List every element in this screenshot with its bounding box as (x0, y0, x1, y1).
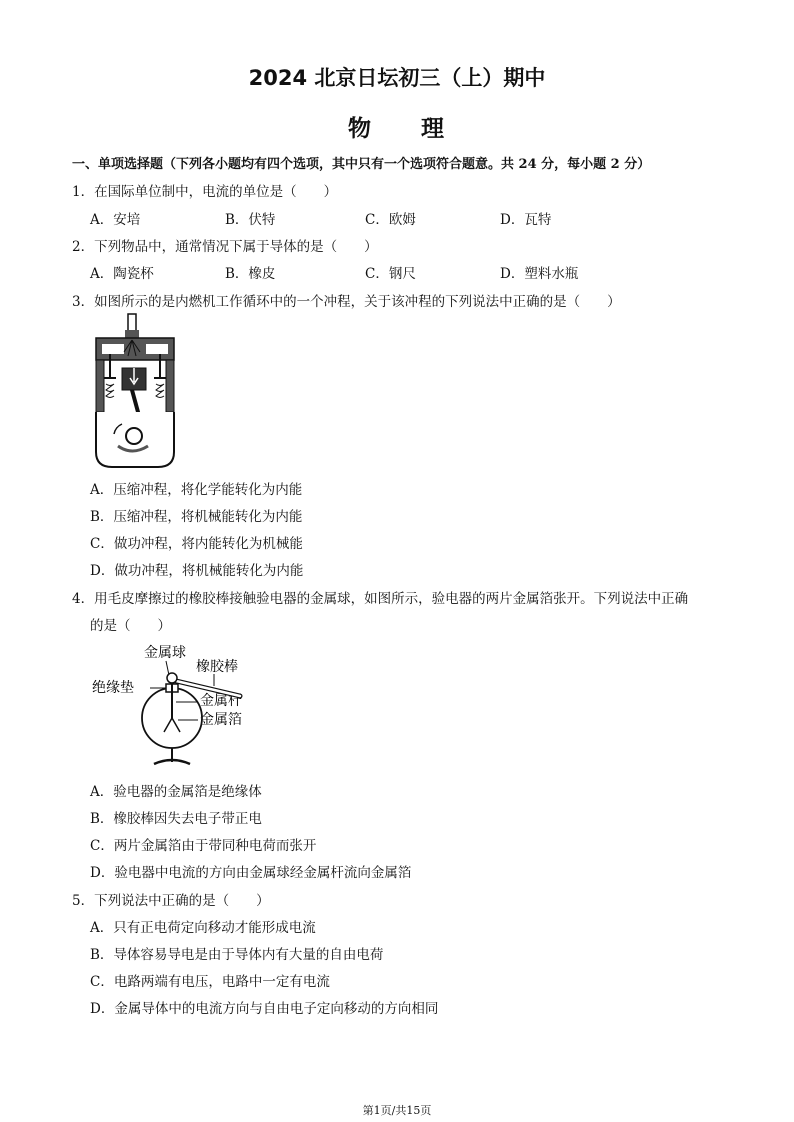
q4-option-a[interactable]: A．验电器的金属箔是绝缘体 (90, 784, 262, 800)
spark-plug-base (125, 330, 139, 338)
q5-option-b[interactable]: B．导体容易导电是由于导体内有大量的自由电荷 (90, 947, 384, 963)
q2-option-d[interactable]: D．塑料水瓶 (500, 266, 579, 282)
label-metal-foil: 金属箔 (200, 712, 242, 728)
q5-option-a[interactable]: A．只有正电荷定向移动才能形成电流 (90, 920, 316, 936)
label-metal-ball: 金属球 (144, 645, 186, 661)
question-2-stem: 2．下列物品中，通常情况下属于导体的是（ ） (72, 239, 378, 255)
q2-option-b[interactable]: B．橡皮 (225, 266, 276, 282)
question-3-stem: 3．如图所示的是内燃机工作循环中的一个冲程，关于该冲程的下列说法中正确的是（ ） (72, 294, 621, 310)
crankshaft (126, 428, 142, 444)
q3-option-a[interactable]: A．压缩冲程，将化学能转化为内能 (90, 482, 303, 498)
exhaust-spring (156, 384, 164, 398)
metal-foils (164, 718, 180, 732)
q2-option-a[interactable]: A．陶瓷杯 (90, 266, 154, 282)
electroscope-figure (92, 640, 252, 770)
q2-option-c[interactable]: C．钢尺 (365, 266, 416, 282)
subject-title (0, 110, 794, 143)
q5-option-c[interactable]: C．电路两端有电压，电路中一定有电流 (90, 974, 330, 990)
section-heading: 一、单项选择题（下列各小题均有四个选项，其中只有一个选项符合题意。共 24 分，每小题 2 分） (72, 157, 651, 172)
question-1-stem: 1．在国际单位制中，电流的单位是（ ） (72, 184, 338, 200)
q4-option-d[interactable]: D．验电器中电流的方向由金属球经金属杆流向金属箔 (90, 865, 412, 881)
metal-ball (167, 673, 177, 683)
intake-spring (106, 384, 114, 398)
subject-char-2: 理 (421, 116, 446, 142)
q1-option-c[interactable]: C．欧姆 (365, 212, 416, 228)
subject-char-1: 物 (348, 116, 373, 142)
cylinder-wall-left (96, 360, 104, 412)
exhaust-port (146, 344, 168, 354)
intake-port (102, 344, 124, 354)
q5-option-d[interactable]: D．金属导体中的电流方向与自由电子定向移动的方向相同 (90, 1001, 439, 1017)
q1-option-b[interactable]: B．伏特 (225, 212, 276, 228)
q3-option-b[interactable]: B．压缩冲程，将机械能转化为内能 (90, 509, 303, 525)
q3-option-d[interactable]: D．做功冲程，将机械能转化为内能 (90, 563, 304, 579)
q1-option-d[interactable]: D．瓦特 (500, 212, 552, 228)
q3-option-c[interactable]: C．做功冲程，将内能转化为机械能 (90, 536, 303, 552)
question-5-stem: 5．下列说法中正确的是（ ） (72, 893, 270, 909)
q1-option-a[interactable]: A．安培 (90, 212, 141, 228)
q4-option-c[interactable]: C．两片金属箔由于带同种电荷而张开 (90, 838, 317, 854)
question-4-stem-line2: 的是（ ） (90, 618, 171, 634)
cylinder-wall-right (166, 360, 174, 412)
label-rubber-rod: 橡胶棒 (196, 659, 238, 675)
label-insulating-pad: 绝缘垫 (92, 680, 134, 696)
engine-cylinder-figure (88, 312, 188, 472)
page-number: 第1页/共15页 (362, 1104, 432, 1117)
spark-plug (128, 314, 136, 332)
label-metal-stem: 金属杆 (200, 693, 242, 709)
question-4-stem-line1: 4．用毛皮摩擦过的橡胶棒接触验电器的金属球，如图所示，验电器的两片金属箔张开。下列说法中正确 (72, 591, 689, 607)
q4-option-b[interactable]: B．橡胶棒因失去电子带正电 (90, 811, 262, 827)
page-title: 2024 北京日坛初三（上）期中 (248, 66, 546, 90)
